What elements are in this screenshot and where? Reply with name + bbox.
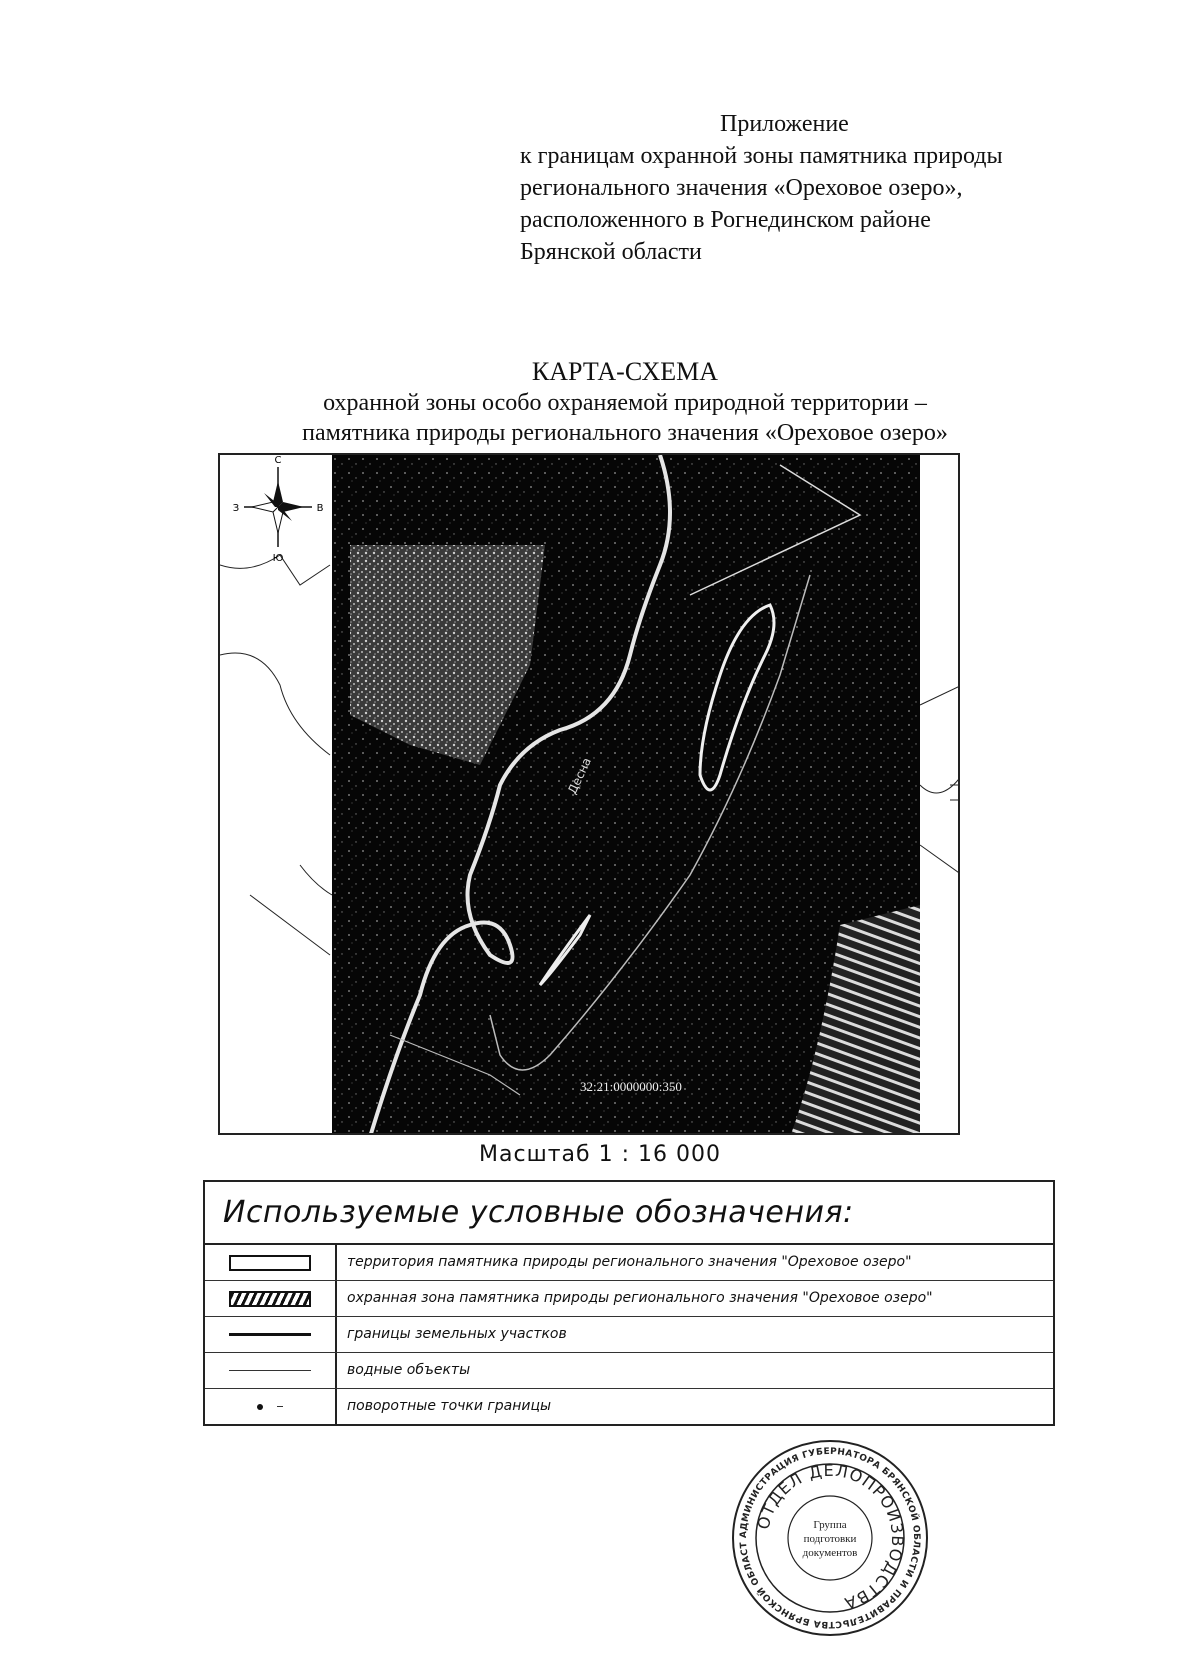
legend-text: поворотные точки границы: [347, 1398, 552, 1414]
legend-text: границы земельных участков: [347, 1326, 567, 1342]
compass-west: З: [232, 503, 240, 514]
map-heading: КАРТА-СХЕМА: [531, 357, 719, 386]
dot-symbol-icon: [257, 1404, 263, 1410]
legend-row: [205, 1245, 1053, 1281]
official-stamp: [730, 1438, 930, 1638]
stamp-center-line: подготовки: [803, 1533, 857, 1545]
legend-text: охранная зона памятника природы регионального значения "Ореховое озеро": [347, 1290, 933, 1306]
legend-row: [205, 1389, 1053, 1424]
map-scale: Масштаб 1 : 16 000: [479, 1142, 721, 1167]
stamp-outer-text: АДМИНИСТРАЦИЯ ГУБЕРНАТОРА БРЯНСКОЙ ОБЛАСТИ И ПРАВИТЕЛЬСТВА БРЯНСКОЙ ОБЛАСТ: [738, 1446, 922, 1630]
stamp-center-line: документов: [802, 1547, 858, 1559]
river-label: Десна: [565, 755, 595, 797]
stamp-ring-text: ОТДЕЛ ДЕЛОПРОИЗВОДСТВА: [753, 1460, 908, 1614]
stamp-center-line: Группа: [813, 1519, 847, 1531]
legend-row: [205, 1353, 1053, 1389]
compass-south: Ю: [272, 553, 284, 564]
map-subtitle-line: охранной зоны особо охраняемой природной территории –: [323, 390, 927, 416]
legend-title: Используемые условные обозначения:: [205, 1182, 1053, 1245]
appendix-line: расположенного в Рогнединском районе: [520, 207, 931, 233]
appendix-header: [520, 108, 1080, 268]
legend-row: [205, 1317, 1053, 1353]
map-image: [220, 455, 960, 1135]
map-title: [0, 356, 1200, 448]
appendix-line: регионального значения «Ореховое озеро»,: [520, 175, 963, 201]
map-subtitle-line: памятника природы регионального значения «Ореховое озеро»: [302, 420, 948, 446]
appendix-line: Брянской области: [520, 239, 702, 265]
compass-east: В: [316, 503, 324, 514]
parcel-label: 32:21:0000000:350: [580, 1079, 682, 1094]
appendix-line: к границам охранной зоны памятника природы: [520, 143, 1003, 169]
legend-text: территория памятника природы регионального значения "Ореховое озеро": [347, 1254, 912, 1270]
legend-text: водные объекты: [347, 1362, 471, 1378]
map-frame: [218, 453, 960, 1135]
thick-line-symbol-icon: [229, 1333, 311, 1336]
compass-rose-icon: [233, 455, 324, 564]
compass-north: С: [274, 455, 282, 466]
legend-row: [205, 1281, 1053, 1317]
outline-rect-symbol-icon: [229, 1255, 311, 1271]
legend-table: [203, 1180, 1055, 1426]
hatched-rect-symbol-icon: [229, 1291, 311, 1307]
thin-line-symbol-icon: [229, 1370, 311, 1371]
appendix-title: Приложение: [720, 111, 849, 137]
